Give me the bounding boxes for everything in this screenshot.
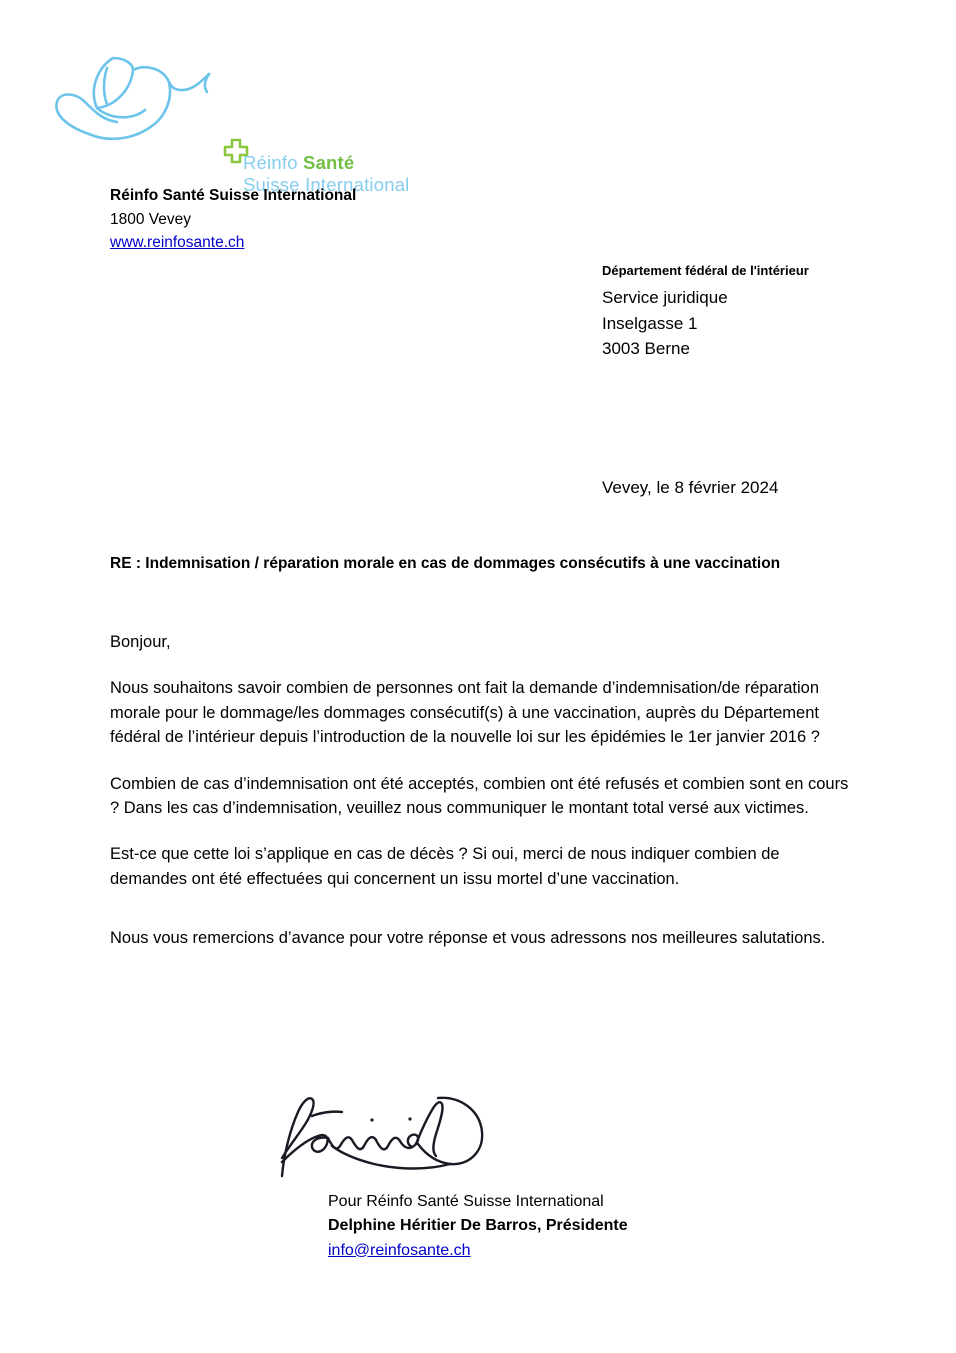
- signoff-email-link-text[interactable]: info@reinfosante.ch: [328, 1241, 471, 1259]
- body-paragraph-2: Combien de cas d’indemnisation ont été acceptés, combien ont été refusés et combien sont en cours ? Dans les cas d’indemnisation, veuillez nous communiquer le montant total versé aux victimes.: [110, 774, 849, 818]
- recipient-street: Inselgasse 1: [602, 313, 698, 333]
- dateline: Vevey, le 8 février 2024: [602, 478, 779, 497]
- subject-line: RE : Indemnisation / réparation morale en cas de dommages consécutifs à une vaccination: [110, 555, 781, 572]
- dove-icon: [45, 52, 230, 157]
- sender-website-link-text[interactable]: www.reinfosante.ch: [110, 234, 245, 252]
- logo-word-reinfo: Réinfo: [243, 152, 298, 173]
- signoff-on-behalf-of: Pour Réinfo Santé Suisse International: [328, 1193, 604, 1210]
- sender-city: 1800 Vevey: [110, 210, 192, 228]
- organization-logo: [45, 52, 410, 195]
- recipient-city: 3003 Berne: [602, 339, 690, 358]
- logo-wordmark-line-2: Suisse International: [243, 173, 410, 195]
- body-paragraph-3: Est-ce que cette loi s’applique en cas de décès ? Si oui, merci de nous indiquer combien de demandes ont été effectuées qui concernent un issu mortel d’une vaccination.: [110, 845, 780, 888]
- signoff-block: [328, 1190, 628, 1263]
- letter-body: [110, 630, 850, 973]
- logo-wordmark-line-1: [243, 152, 410, 174]
- sender-address-block: [110, 184, 356, 255]
- body-closing-paragraph: Nous vous remercions d’avance pour votre réponse et vous adressons nos meilleures salutations.: [110, 929, 826, 948]
- salutation: Bonjour,: [110, 633, 171, 651]
- signoff-name-title: Delphine Héritier De Barros, Présidente: [328, 1217, 628, 1235]
- handwritten-signature-icon: [268, 1090, 498, 1190]
- recipient-organization: Département fédéral de l'intérieur: [602, 263, 809, 278]
- recipient-department: Service juridique: [602, 288, 728, 307]
- recipient-address-block: [602, 264, 809, 362]
- signoff-email-link[interactable]: [328, 1239, 628, 1263]
- sender-organization: Réinfo Santé Suisse International: [110, 187, 357, 204]
- logo-word-sante: Santé: [303, 152, 355, 173]
- body-paragraph-1: Nous souhaitons savoir combien de personnes ont fait la demande d’indemnisation/de réparation morale pour le dommage/les dommages consécutif(s) à une vaccination, auprès du Département fédéral de l’intérieur depuis l’introduction de la nouvelle loi sur les épidémies le 1er janvier 2016 ?: [110, 679, 820, 747]
- sender-website-link[interactable]: [110, 231, 356, 255]
